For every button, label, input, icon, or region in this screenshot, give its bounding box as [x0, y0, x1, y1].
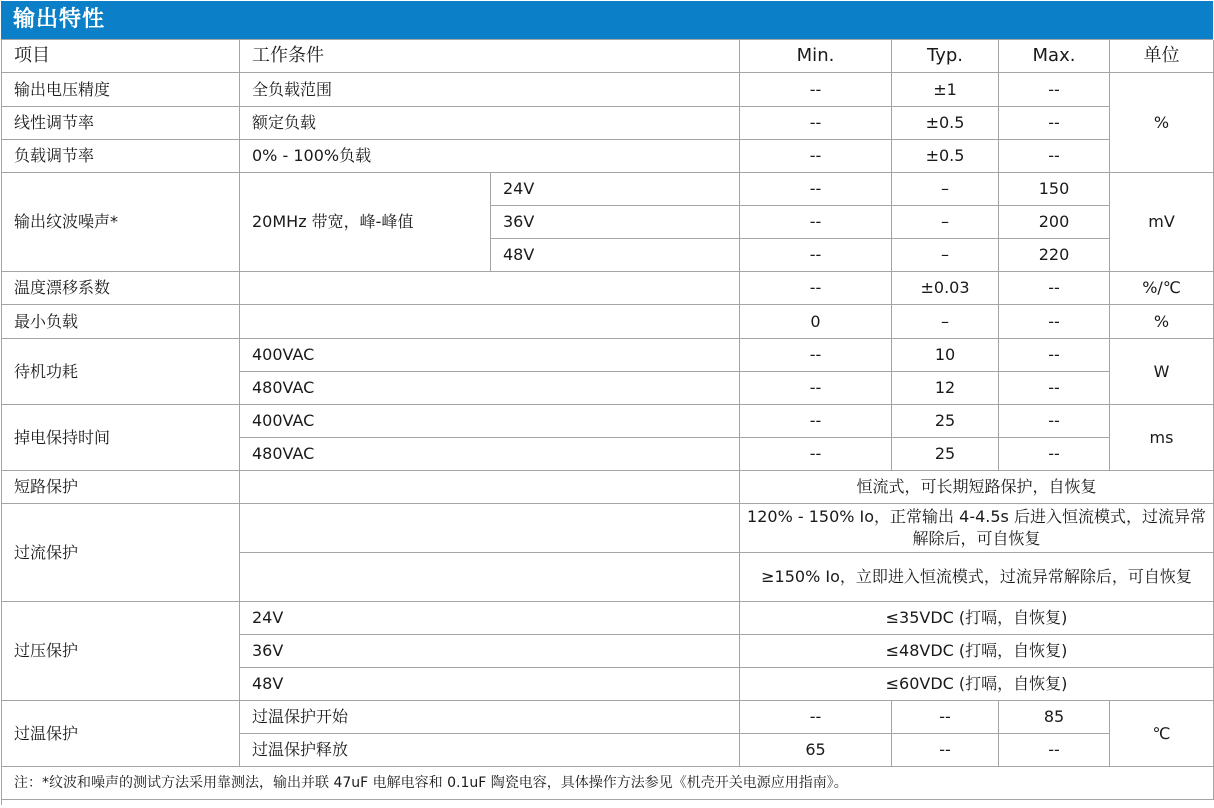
max-value: --	[999, 305, 1110, 339]
empty-condition	[240, 471, 740, 504]
unit-value: mV	[1110, 173, 1214, 272]
min-value: --	[740, 73, 892, 107]
row-label: 输出纹波噪声*	[2, 173, 240, 272]
max-value: --	[999, 73, 1110, 107]
typ-value: –	[892, 173, 999, 206]
protection-description: ≥150% Io，立即进入恒流模式，过流异常解除后，可自恢复	[740, 553, 1214, 602]
empty-condition	[240, 305, 740, 339]
sub-condition: 480VAC	[240, 372, 740, 405]
row-condition: 全负载范围	[240, 73, 740, 107]
max-value: --	[999, 140, 1110, 173]
header-unit: 单位	[1110, 40, 1214, 73]
min-value: --	[740, 206, 892, 239]
sub-condition: 480VAC	[240, 438, 740, 471]
protection-description: ≤60VDC (打嗝，自恢复)	[740, 668, 1214, 701]
max-value: --	[999, 734, 1110, 767]
typ-value: 25	[892, 405, 999, 438]
max-value: --	[999, 372, 1110, 405]
row-condition: 额定负载	[240, 107, 740, 140]
min-value: --	[740, 405, 892, 438]
output-characteristics-section	[1, 1, 1213, 806]
typ-value: 12	[892, 372, 999, 405]
max-value: --	[999, 272, 1110, 305]
max-value: --	[999, 438, 1110, 471]
unit-value: ℃	[1110, 701, 1214, 767]
protection-description: ≤35VDC (打嗝，自恢复)	[740, 602, 1214, 635]
min-value: --	[740, 701, 892, 734]
row-label: 过流保护	[2, 504, 240, 602]
section-title: 输出特性	[1, 1, 1213, 39]
min-value: --	[740, 372, 892, 405]
sub-condition: 36V	[240, 635, 740, 668]
header-max: Max.	[999, 40, 1110, 73]
header-item: 项目	[2, 40, 240, 73]
min-value: --	[740, 272, 892, 305]
unit-value: %	[1110, 305, 1214, 339]
row-condition: 0% - 100%负载	[240, 140, 740, 173]
max-value: 85	[999, 701, 1110, 734]
sub-condition: 24V	[491, 173, 740, 206]
min-value: 0	[740, 305, 892, 339]
empty-condition	[240, 272, 740, 305]
typ-value: ±0.5	[892, 107, 999, 140]
spec-table	[1, 39, 1213, 805]
unit-value: W	[1110, 339, 1214, 405]
typ-value: –	[892, 206, 999, 239]
protection-description: 120% - 150% Io，正常输出 4-4.5s 后进入恒流模式，过流异常解除后，可自恢复	[740, 504, 1214, 553]
sub-condition: 36V	[491, 206, 740, 239]
min-value: --	[740, 438, 892, 471]
protection-description: ≤48VDC (打嗝，自恢复)	[740, 635, 1214, 668]
typ-value: 10	[892, 339, 999, 372]
sub-condition: 48V	[240, 668, 740, 701]
min-value: --	[740, 339, 892, 372]
max-value: --	[999, 405, 1110, 438]
typ-value: --	[892, 734, 999, 767]
sub-condition: 400VAC	[240, 339, 740, 372]
row-condition: 20MHz 带宽，峰-峰值	[240, 173, 491, 272]
min-value: --	[740, 140, 892, 173]
sub-condition: 400VAC	[240, 405, 740, 438]
min-value: --	[740, 173, 892, 206]
sub-condition: 48V	[491, 239, 740, 272]
row-label: 短路保护	[2, 471, 240, 504]
typ-value: 25	[892, 438, 999, 471]
typ-value: –	[892, 239, 999, 272]
typ-value: ±0.5	[892, 140, 999, 173]
typ-value: ±0.03	[892, 272, 999, 305]
row-label: 线性调节率	[2, 107, 240, 140]
min-value: --	[740, 107, 892, 140]
row-label: 掉电保持时间	[2, 405, 240, 471]
row-label: 负载调节率	[2, 140, 240, 173]
unit-value: %/℃	[1110, 272, 1214, 305]
row-label: 最小负载	[2, 305, 240, 339]
max-value: --	[999, 107, 1110, 140]
sub-condition: 过温保护释放	[240, 734, 740, 767]
row-label: 输出电压精度	[2, 73, 240, 107]
header-typ: Typ.	[892, 40, 999, 73]
footnote: 注：*纹波和噪声的测试方法采用靠测法，输出并联 47uF 电解电容和 0.1uF 陶瓷电容，具体操作方法参见《机壳开关电源应用指南》。	[2, 767, 1214, 800]
max-value: 200	[999, 206, 1110, 239]
unit-value: %	[1110, 73, 1214, 173]
row-label: 过温保护	[2, 701, 240, 767]
max-value: --	[999, 339, 1110, 372]
empty-condition	[240, 504, 740, 553]
empty-condition	[240, 553, 740, 602]
row-label: 温度漂移系数	[2, 272, 240, 305]
row-label: 待机功耗	[2, 339, 240, 405]
sub-condition: 24V	[240, 602, 740, 635]
typ-value: ±1	[892, 73, 999, 107]
max-value: 220	[999, 239, 1110, 272]
typ-value: --	[892, 701, 999, 734]
max-value: 150	[999, 173, 1110, 206]
header-min: Min.	[740, 40, 892, 73]
min-value: --	[740, 239, 892, 272]
min-value: 65	[740, 734, 892, 767]
unit-value: ms	[1110, 405, 1214, 471]
sub-condition: 过温保护开始	[240, 701, 740, 734]
typ-value: –	[892, 305, 999, 339]
row-label: 过压保护	[2, 602, 240, 701]
header-condition: 工作条件	[240, 40, 740, 73]
protection-description: 恒流式，可长期短路保护，自恢复	[740, 471, 1214, 504]
